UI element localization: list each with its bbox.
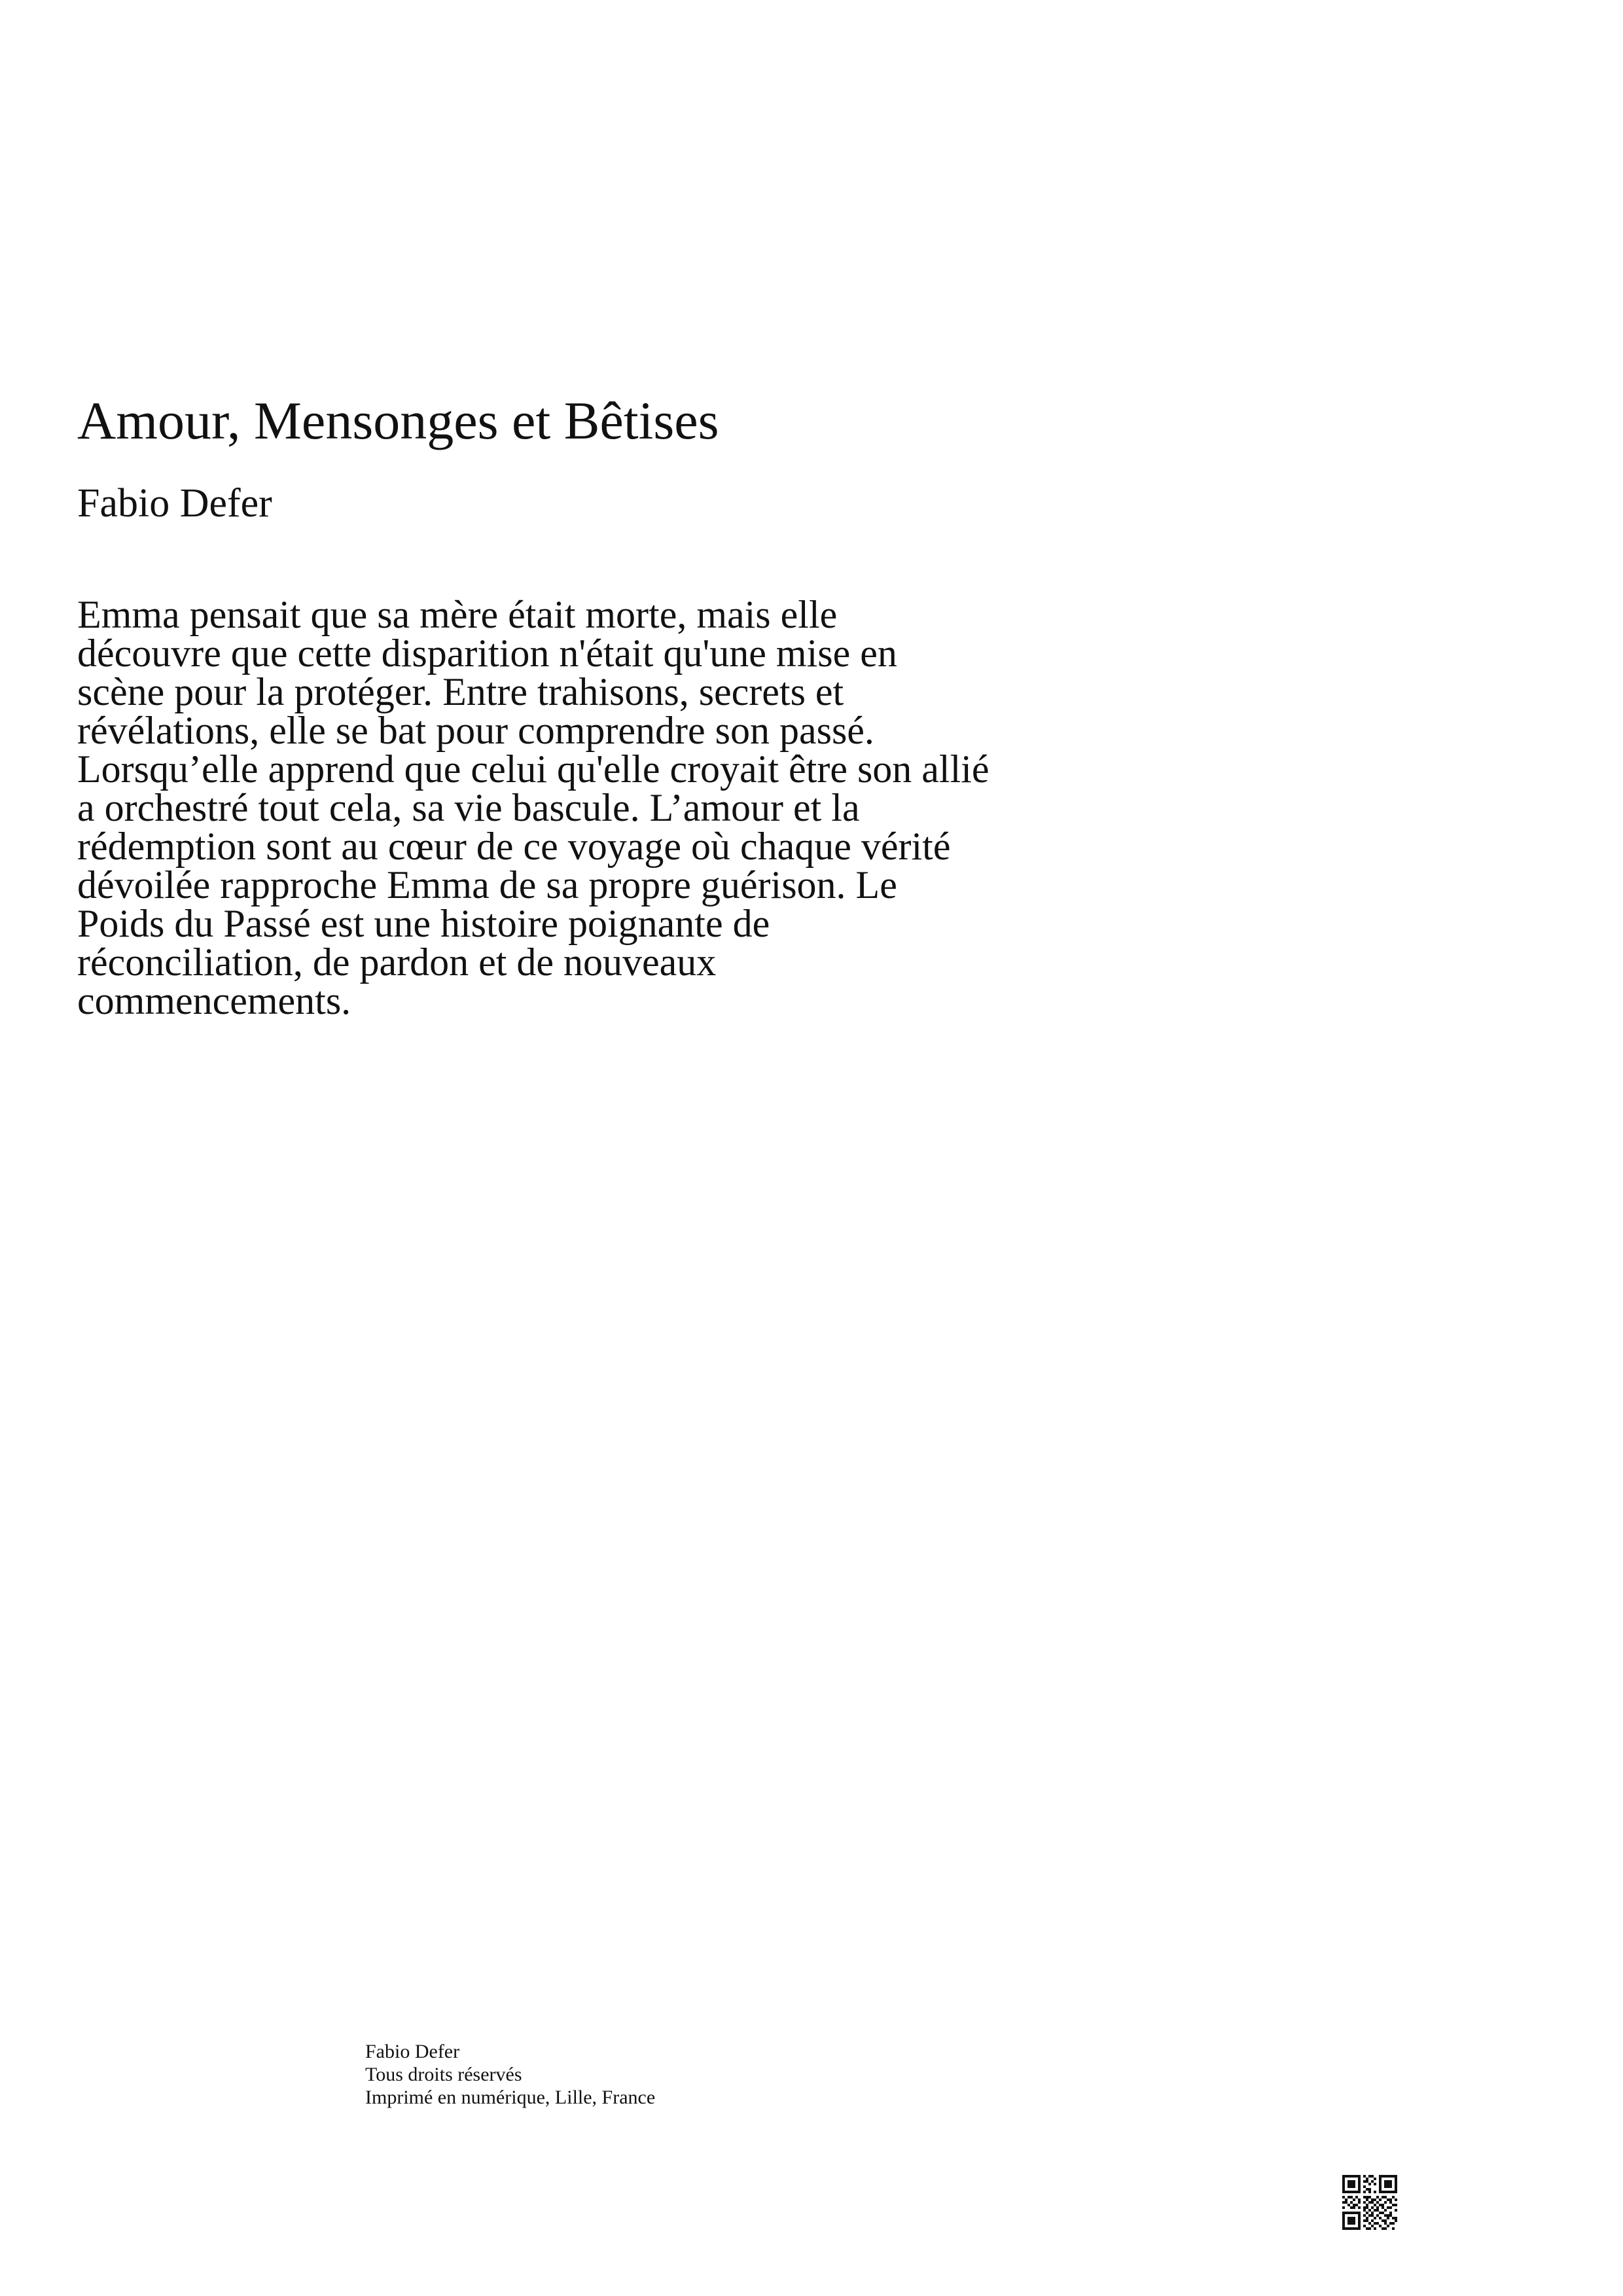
synopsis-line: Emma pensait que sa mère était morte, mais elle	[77, 593, 838, 636]
synopsis-line: réconciliation, de pardon et de nouveaux	[77, 941, 717, 984]
synopsis-line: révélations, elle se bat pour comprendre son passé.	[77, 709, 874, 752]
colophon	[365, 2040, 655, 2109]
qr-code-icon	[1342, 2175, 1397, 2230]
synopsis-line: dévoilée rapproche Emma de sa propre guérison. Le	[77, 863, 897, 906]
synopsis-line: commencements.	[77, 979, 351, 1022]
synopsis-line: scène pour la protéger. Entre trahisons, secrets et	[77, 670, 844, 713]
synopsis	[77, 593, 1242, 1022]
synopsis-line: a orchestré tout cela, sa vie bascule. L’amour et la	[77, 786, 860, 829]
synopsis-line: Poids du Passé est une histoire poignante de	[77, 902, 770, 945]
colophon-printing: Imprimé en numérique, Lille, France	[365, 2087, 656, 2108]
colophon-author: Fabio Defer	[365, 2041, 460, 2062]
book-title: Amour, Mensonges et Bêtises	[77, 391, 719, 450]
synopsis-line: découvre que cette disparition n'était qu'une mise en	[77, 632, 897, 675]
colophon-rights: Tous droits réservés	[365, 2064, 522, 2085]
book-author: Fabio Defer	[77, 481, 272, 526]
synopsis-line: Lorsqu’elle apprend que celui qu'elle croyait être son allié	[77, 747, 990, 791]
synopsis-line: rédemption sont au cœur de ce voyage où chaque vérité	[77, 825, 951, 868]
